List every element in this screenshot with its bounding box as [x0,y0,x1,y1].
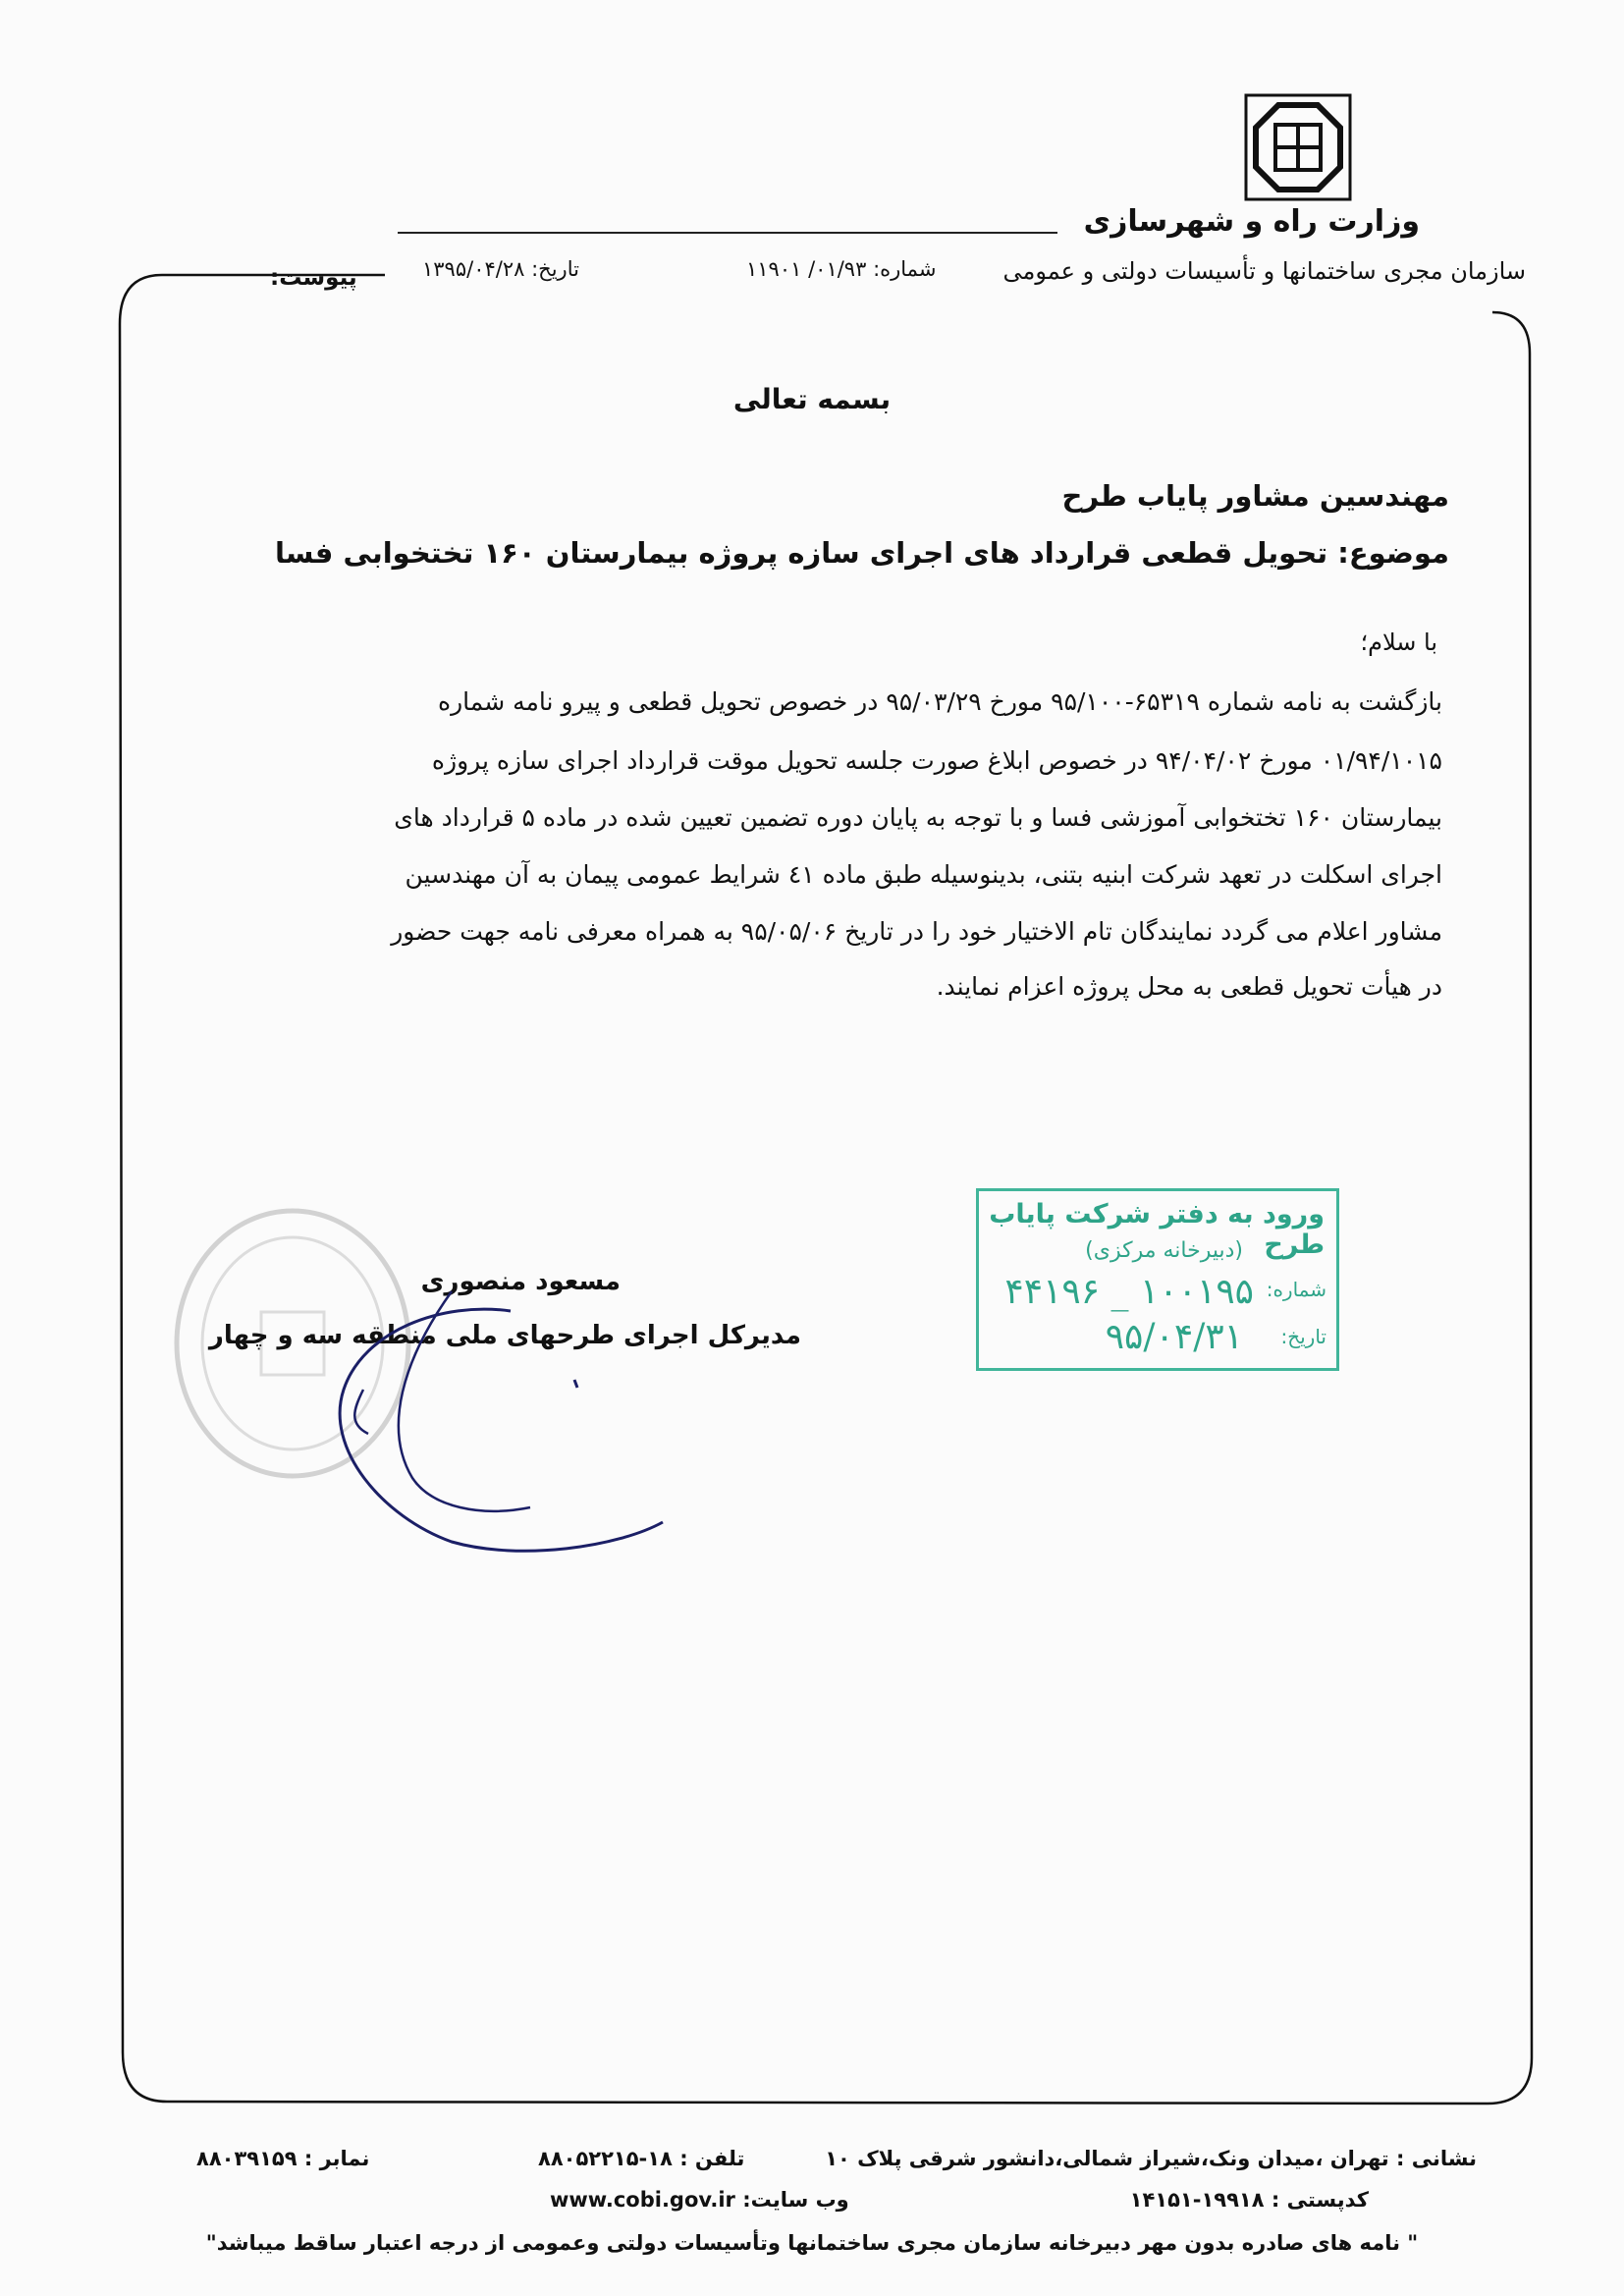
signer-title: مدیرکل اجرای طرحهای ملی منطقه سه و چهار [208,1321,801,1350]
stamp-date-value: ۹۵/۰۴/۳۱ [1105,1317,1243,1357]
greeting: با سلام؛ [1360,629,1437,656]
body-line-4: اجرای اسکلت در تعهد شرکت ابنیه بتنی، بدینوسیله طبق ماده ٤۱ شرایط عمومی پیمان به آن مهندسین [405,860,1442,889]
stamp-subtitle: (دبیرخانه مرکزی) [1085,1238,1243,1263]
ministry-logo [1244,93,1352,201]
letter-date-value: ۱۳۹۵/۰۴/۲۸ [422,257,525,281]
footer-validity-note: " نامه های صادره بدون مهر دبیرخانه سازمان مجری ساختمانها وتأسیسات دولتی وعمومی از درجه اعتبار ساقط میباشد" [205,2231,1419,2255]
subject-line: موضوع: تحویل قطعی قرارداد های اجرای سازه پروژه بیمارستان ۱۶۰ تختخوابی فسا [275,536,1449,570]
body-line-2: ۰۱/۹۴/۱۰۱۵ مورخ ۹۴/۰۴/۰۲ در خصوص ابلاغ صورت جلسه تحویل موقت قرارداد اجرای سازه پروژه [431,746,1442,775]
letter-number [746,257,936,281]
signer-name: مسعود منصوری [420,1267,621,1296]
stamp-number-label: شماره: [1266,1278,1326,1301]
footer-address: نشانی : تهران ،میدان ونک،شیراز شمالی،دانشور شرقی پلاک ۱۰ [825,2147,1477,2170]
attachment-label: پیوست: [270,265,357,291]
body-line-1: بازگشت به نامه شماره ۶۵۳۱۹-۹۵/۱۰۰ مورخ ۹۵/۰۳/۲۹ در خصوص تحویل قطعی و پیرو نامه شماره [438,687,1442,716]
stamp-number-value: ۱۰۰۱۹۵ _ ۴۴۱۹۶ [1004,1272,1254,1312]
letter-date-label: تاریخ: [531,257,579,281]
recipient: مهندسین مشاور پایاب طرح [1061,479,1449,513]
stamp-title: ورود به دفتر شرکت پایاب طرح [989,1199,1325,1260]
incoming-stamp [976,1188,1339,1371]
footer-postal-code: کدپستی : ۱۹۹۱۸-۱۴۱۵۱ [1129,2188,1369,2212]
letter-date [422,257,579,281]
header-divider [398,232,1057,234]
body-line-6: در هیأت تحویل قطعی به محل پروژه اعزام نمایند. [936,972,1442,1001]
footer-website-url[interactable]: www.cobi.gov.ir [550,2188,735,2212]
bismillah-heading: بسمه تعالی [732,383,892,415]
body-line-3: بیمارستان ۱۶۰ تختخوابی آموزشی فسا و با توجه به پایان دوره تضمین تعیین شده در ماده ۵ قرارداد های [394,803,1442,832]
footer-fax: نمابر : ۸۸۰۳۹۱۵۹ [196,2147,370,2170]
letter-number-label: شماره: [873,257,937,281]
body-line-5: مشاور اعلام می گردد نمایندگان تام الاختیار خود را در تاریخ ۹۵/۰۵/۰۶ به همراه معرفی نامه جهت حضور [391,917,1442,946]
footer-phone: تلفن : ۱۸-۸۸۰۵۲۲۱۵ [538,2147,745,2170]
stamp-date-label: تاریخ: [1280,1325,1326,1348]
footer-website [550,2188,849,2212]
organization-name: سازمان مجری ساختمانها و تأسیسات دولتی و عمومی [1002,257,1526,285]
footer-website-label: وب سایت: [742,2188,849,2212]
letter-number-value: ۰۱/۹۳/ ۱۱۹۰۱ [746,257,867,281]
handwritten-signature [324,1272,736,1557]
ministry-name: وزارت راه و شهرسازی [1083,204,1420,239]
